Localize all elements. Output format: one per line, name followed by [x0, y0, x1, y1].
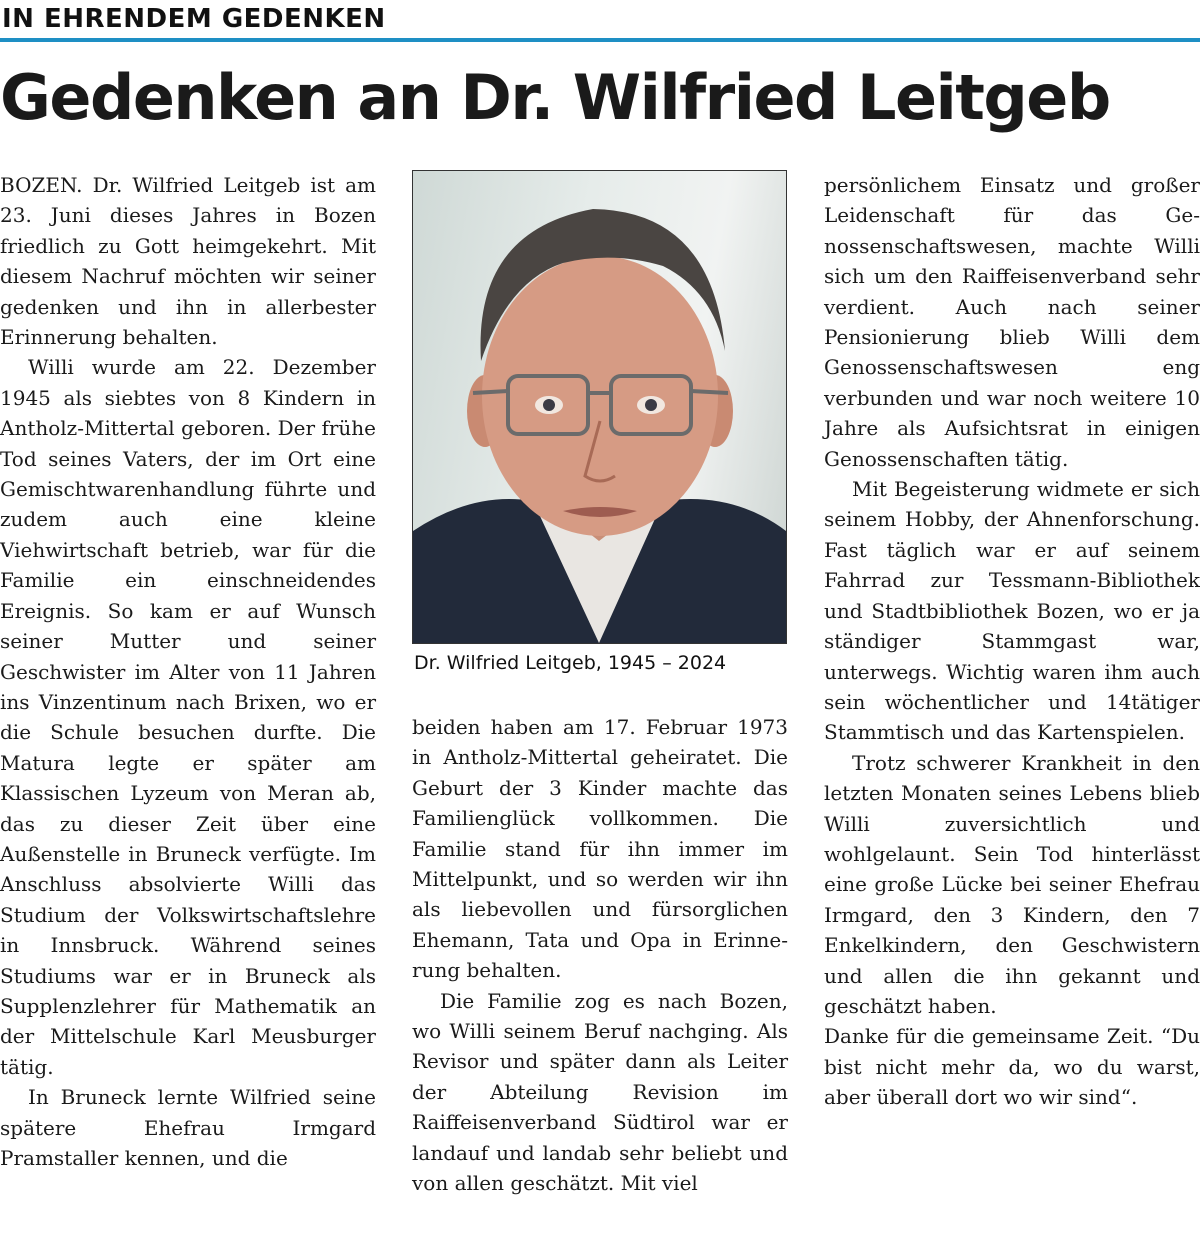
section-divider [0, 38, 1200, 42]
photo-caption: Dr. Wilfried Leitgeb, 1945 – 2024 [414, 652, 727, 674]
paragraph: Danke für die gemeinsame Zeit. “Du bist nicht mehr da, wo du warst, aber überall dort wo wir sind“. [824, 1024, 1200, 1110]
paragraph: In Bruneck lernte Wilfried seine spätere Ehefrau Irmgard Pramstaller kennen, und die [0, 1085, 376, 1170]
section-kicker: IN EHRENDEM GEDENKEN [2, 4, 386, 34]
paragraph: Willi wurde am 22. Dezember 1945 als siebtes von 8 Kindern in Antholz-Mittertal geboren. Der frühe Tod seines Vaters, der im Ort eine Gemischtwarenhandlung führte und zudem auch eine kleine Viehwirtschaft betrieb, war für die Familie ein einschneidendes Ereignis. So kam er auf Wunsch seiner Mutter und seiner Geschwister im Alter von 11 Jahren ins Vinzentinum nach Brixen, wo er die Schule besuchen durfte. Die Matura legte er später am Klassischen Lyzeum von Meran ab, das zu dieser Zeit über eine Außenstelle in Bruneck verfügte. Im Anschluss absolvierte Willi das Studium der Volkswirtschaftslehre in Innsbruck. Während seines Studiums war er in Bruneck als Supplenzlehrer für Mathematik an der Mittelschule Karl Meusburger tätig. [0, 355, 376, 1079]
paragraph: Trotz schwerer Krankheit in den letzten Monaten seines Lebens blieb Willi zuversichtlich und wohlgelaunt. Sein Tod hinterlässt eine große Lücke bei seiner Ehefrau Irmgard, den 3 Kindern, den 7 Enkelkindern, den Geschwistern und allen die ihn gekannt und geschätzt haben. [824, 750, 1200, 1018]
paragraph: beiden haben am 17. Februar 1973 in Antholz-Mittertal geheiratet. Die Geburt der 3 Kinder machte das Familienglück vollkommen. Die Familie stand für ihn immer im Mittelpunkt, und so werden wir ihn als liebevollen und fürsorglichen Ehemann, Tata und Opa in Erinnerung behalten. [412, 715, 788, 983]
portrait-photo [412, 170, 787, 644]
article-headline: Gedenken an Dr. Wilfried Leitgeb [0, 61, 1110, 134]
paragraph: persönlichem Einsatz und großer Leidenschaft für das Genossenschaftswesen, machte Willi sich um den Raiffeisenverband sehr verdient. Auch nach seiner Pensionierung blieb Willi dem Genossenschaftswesen eng verbunden und war noch weitere 10 Jahre als Aufsichtsrat in einigen Genossenschaften tätig. [824, 173, 1200, 471]
paragraph: BOZEN. Dr. Wilfried Leitgeb ist am 23. Juni dieses Jahres in Bozen friedlich zu Gott heimgekehrt. Mit diesem Nachruf möchten wir seiner gedenken und ihn in allerbester Erinnerung behalten. [0, 173, 376, 350]
article-column-2 [412, 712, 788, 1199]
portrait-illustration [413, 171, 786, 643]
article-column-1 [0, 170, 376, 1173]
paragraph: Die Familie zog es nach Bozen, wo Willi seinem Beruf nachging. Als Revisor und später dann als Leiter der Abteilung Revision im Raiffeisenverband Südtirol war er landauf und landab sehr beliebt und von allen geschätzt. Mit viel [412, 988, 788, 1196]
article-column-3 [824, 170, 1200, 1113]
paragraph: Mit Begeisterung widmete er sich seinem Hobby, der Ahnenforschung. Fast täglich war er auf seinem Fahrrad zur Tessmann-Bibliothek und Stadtbibliothek Bozen, wo er ja ständiger Stammgast war, unterwegs. Wichtig waren ihm auch sein wöchentlicher und 14tätiger Stammtisch und das Kartenspielen. [824, 477, 1200, 745]
